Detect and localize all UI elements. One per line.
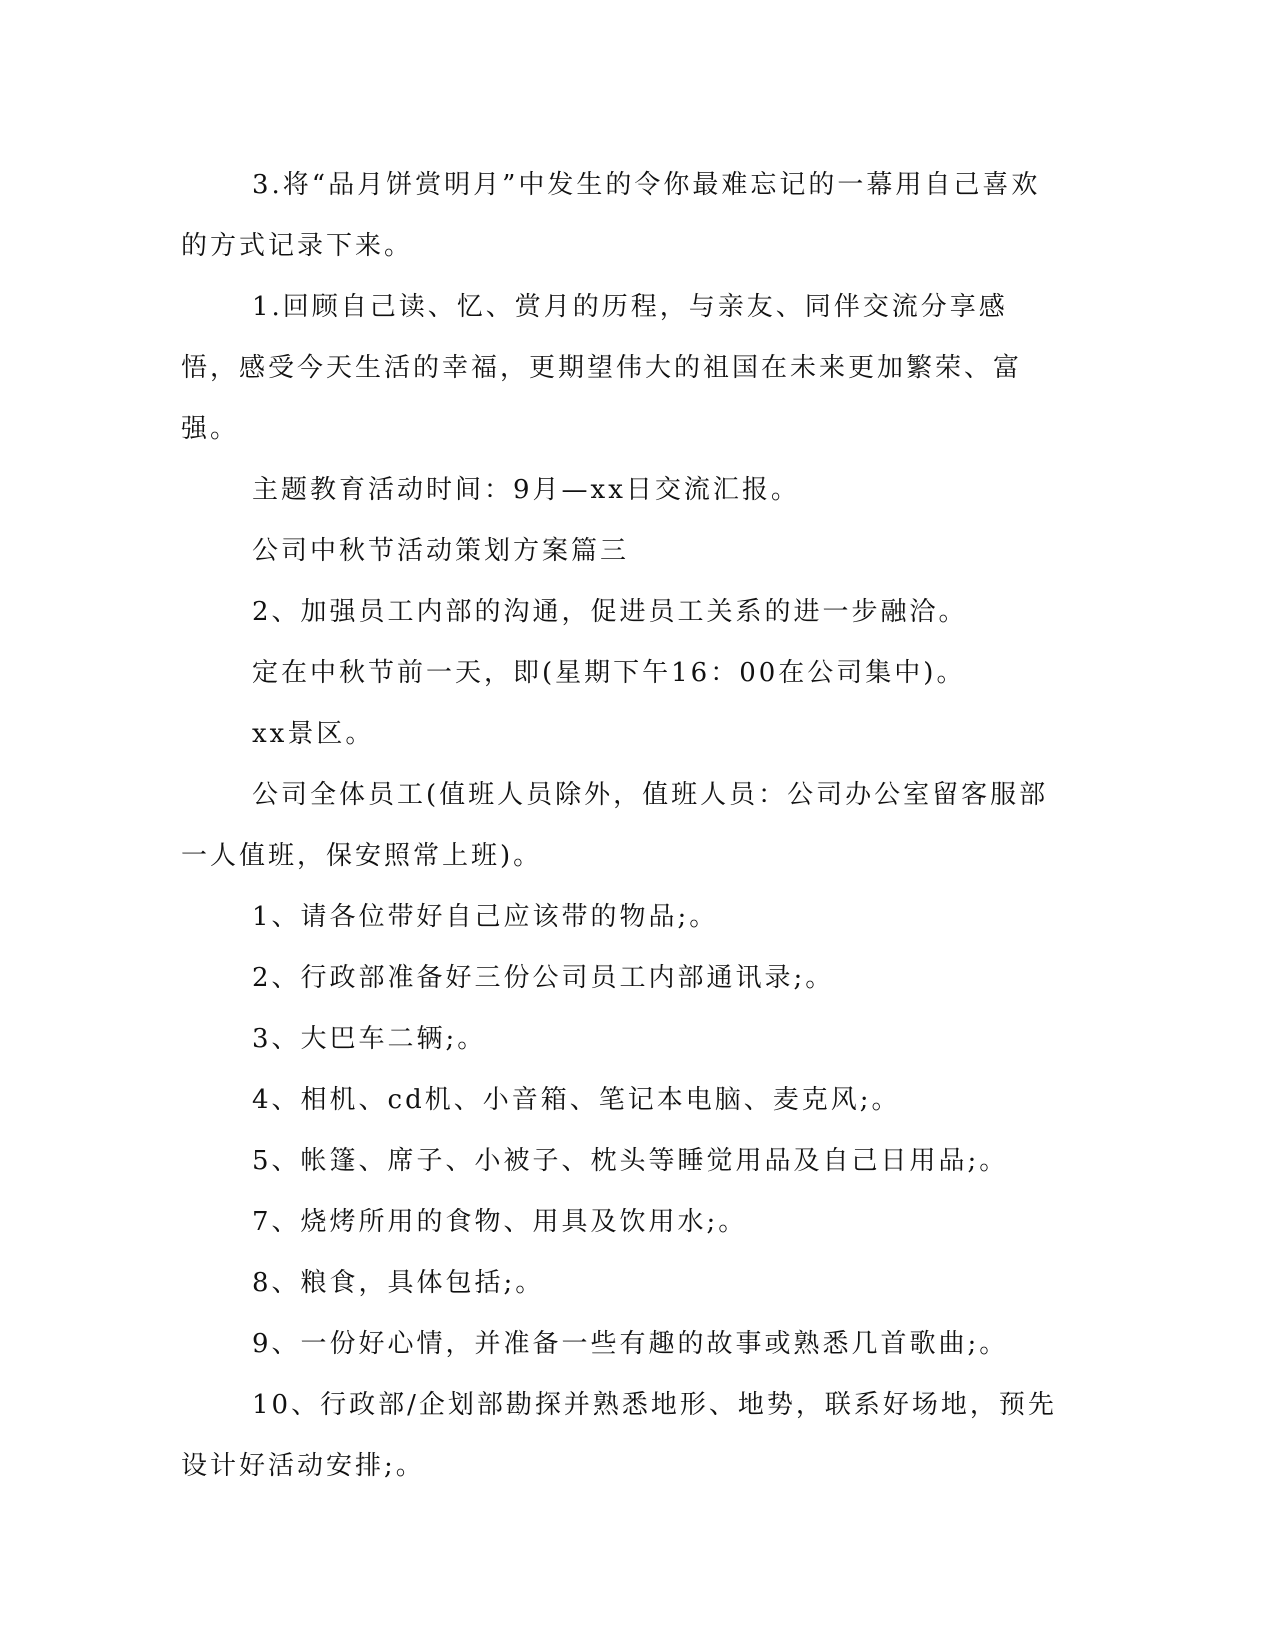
list-item: 1、请各位带好自己应该带的物品;。 — [252, 902, 719, 932]
paragraph-activity-time: 主题教育活动时间：9月—xx日交流汇报。 — [252, 475, 800, 505]
paragraph-communication-goal: 2、加强员工内部的沟通，促进员工关系的进一步融洽。 — [252, 597, 968, 627]
paragraph-review-experience: 1.回顾自己读、忆、赏月的历程，与亲友、同伴交流分享感悟，感受今天生活的幸福，更期望伟大的祖国在未来更加繁荣、富强。 — [181, 292, 1023, 444]
list-item: 7、烧烤所用的食物、用具及饮用水;。 — [252, 1207, 748, 1237]
list-item: 3、大巴车二辆;。 — [252, 1024, 487, 1054]
section-heading: 公司中秋节活动策划方案篇三 — [252, 536, 630, 566]
list-item: 10、行政部/企划部勘探并熟悉地形、地势，联系好场地，预先设计好活动安排;。 — [181, 1390, 1057, 1481]
list-item: 4、相机、cd机、小音箱、笔记本电脑、麦克风;。 — [252, 1085, 901, 1115]
list-item: 8、粮食，具体包括;。 — [252, 1268, 545, 1298]
paragraph-location: xx景区。 — [252, 719, 375, 749]
document-body — [181, 155, 1061, 1497]
paragraph-date: 定在中秋节前一天，即(星期下午16：00在公司集中)。 — [252, 658, 966, 688]
list-item: 2、行政部准备好三份公司员工内部通讯录;。 — [252, 963, 835, 993]
paragraph-participants: 公司全体员工(值班人员除外，值班人员：公司办公室留客服部一人值班，保安照常上班)。 — [181, 780, 1049, 871]
paragraph-record-moment: 3.将“品月饼赏明月”中发生的令你最难忘记的一幕用自己喜欢的方式记录下来。 — [181, 170, 1041, 261]
list-item: 5、帐篷、席子、小被子、枕头等睡觉用品及自己日用品;。 — [252, 1146, 1009, 1176]
list-item: 9、一份好心情，并准备一些有趣的故事或熟悉几首歌曲;。 — [252, 1329, 1009, 1359]
